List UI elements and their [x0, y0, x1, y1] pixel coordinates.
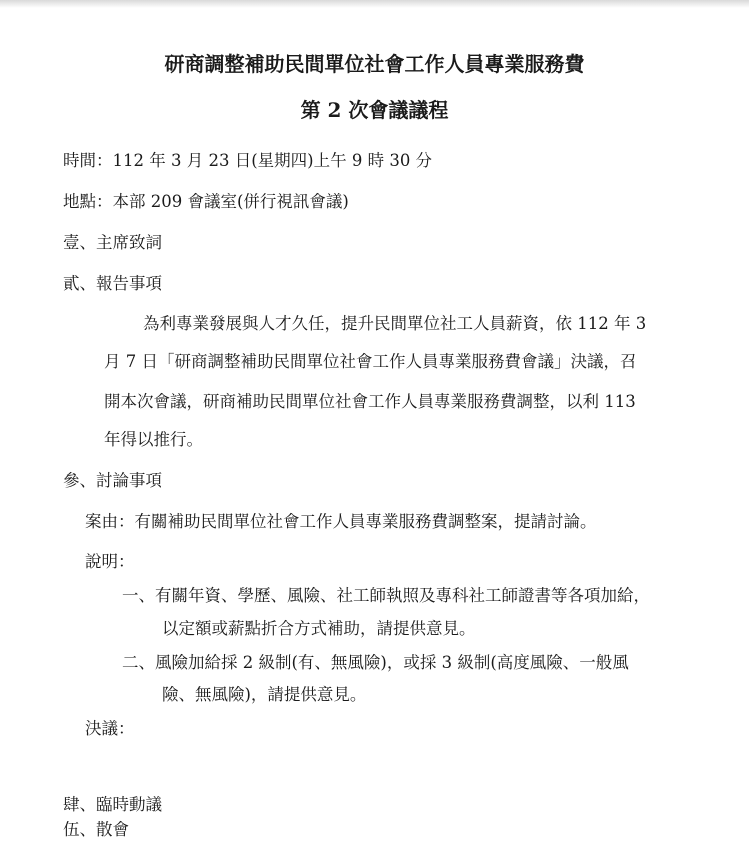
- explanation-label: 說明：: [85, 552, 135, 571]
- explanation-item-2-continued: 險、無風險)，請提供意見。: [162, 685, 367, 704]
- report-paragraph-line: 開本次會議，研商補助民間單位社會工作人員專業服務費調整，以利 113: [104, 392, 636, 411]
- meeting-location: 地點：本部 209 會議室(併行視訊會議): [63, 192, 349, 211]
- meeting-time: 時間：112 年 3 月 23 日(星期四)上午 9 時 30 分: [63, 151, 433, 170]
- section-discussion-items: 參、討論事項: [63, 471, 162, 490]
- section-chair-remarks: 壹、主席致詞: [63, 233, 162, 252]
- section-extempore-motions: 肆、臨時動議: [63, 795, 162, 814]
- resolution-label: 決議：: [85, 719, 135, 738]
- report-paragraph-line: 年得以推行。: [104, 430, 203, 449]
- explanation-item-1-continued: 以定額或薪點折合方式補助，請提供意見。: [162, 619, 476, 638]
- section-adjournment: 伍、散會: [63, 820, 129, 839]
- explanation-item-2: 二、風險加給採 2 級制(有、無風險)，或採 3 級制(高度風險、一般風: [122, 653, 629, 672]
- document-title: 研商調整補助民間單位社會工作人員專業服務費: [164, 52, 585, 76]
- case-statement: 案由：有關補助民間單位社會工作人員專業服務費調整案，提請討論。: [85, 512, 597, 531]
- document-subtitle: 第 2 次會議議程: [300, 98, 449, 122]
- section-report-items: 貳、報告事項: [63, 274, 162, 293]
- report-paragraph-line: 為利專業發展與人才久任，提升民間單位社工人員薪資，依 112 年 3: [143, 314, 647, 333]
- report-paragraph-line: 月 7 日「研商調整補助民間單位社會工作人員專業服務費會議」決議，召: [104, 352, 637, 371]
- explanation-item-1: 一、有關年資、學歷、風險、社工師執照及專科社工師證書等各項加給，: [122, 586, 650, 605]
